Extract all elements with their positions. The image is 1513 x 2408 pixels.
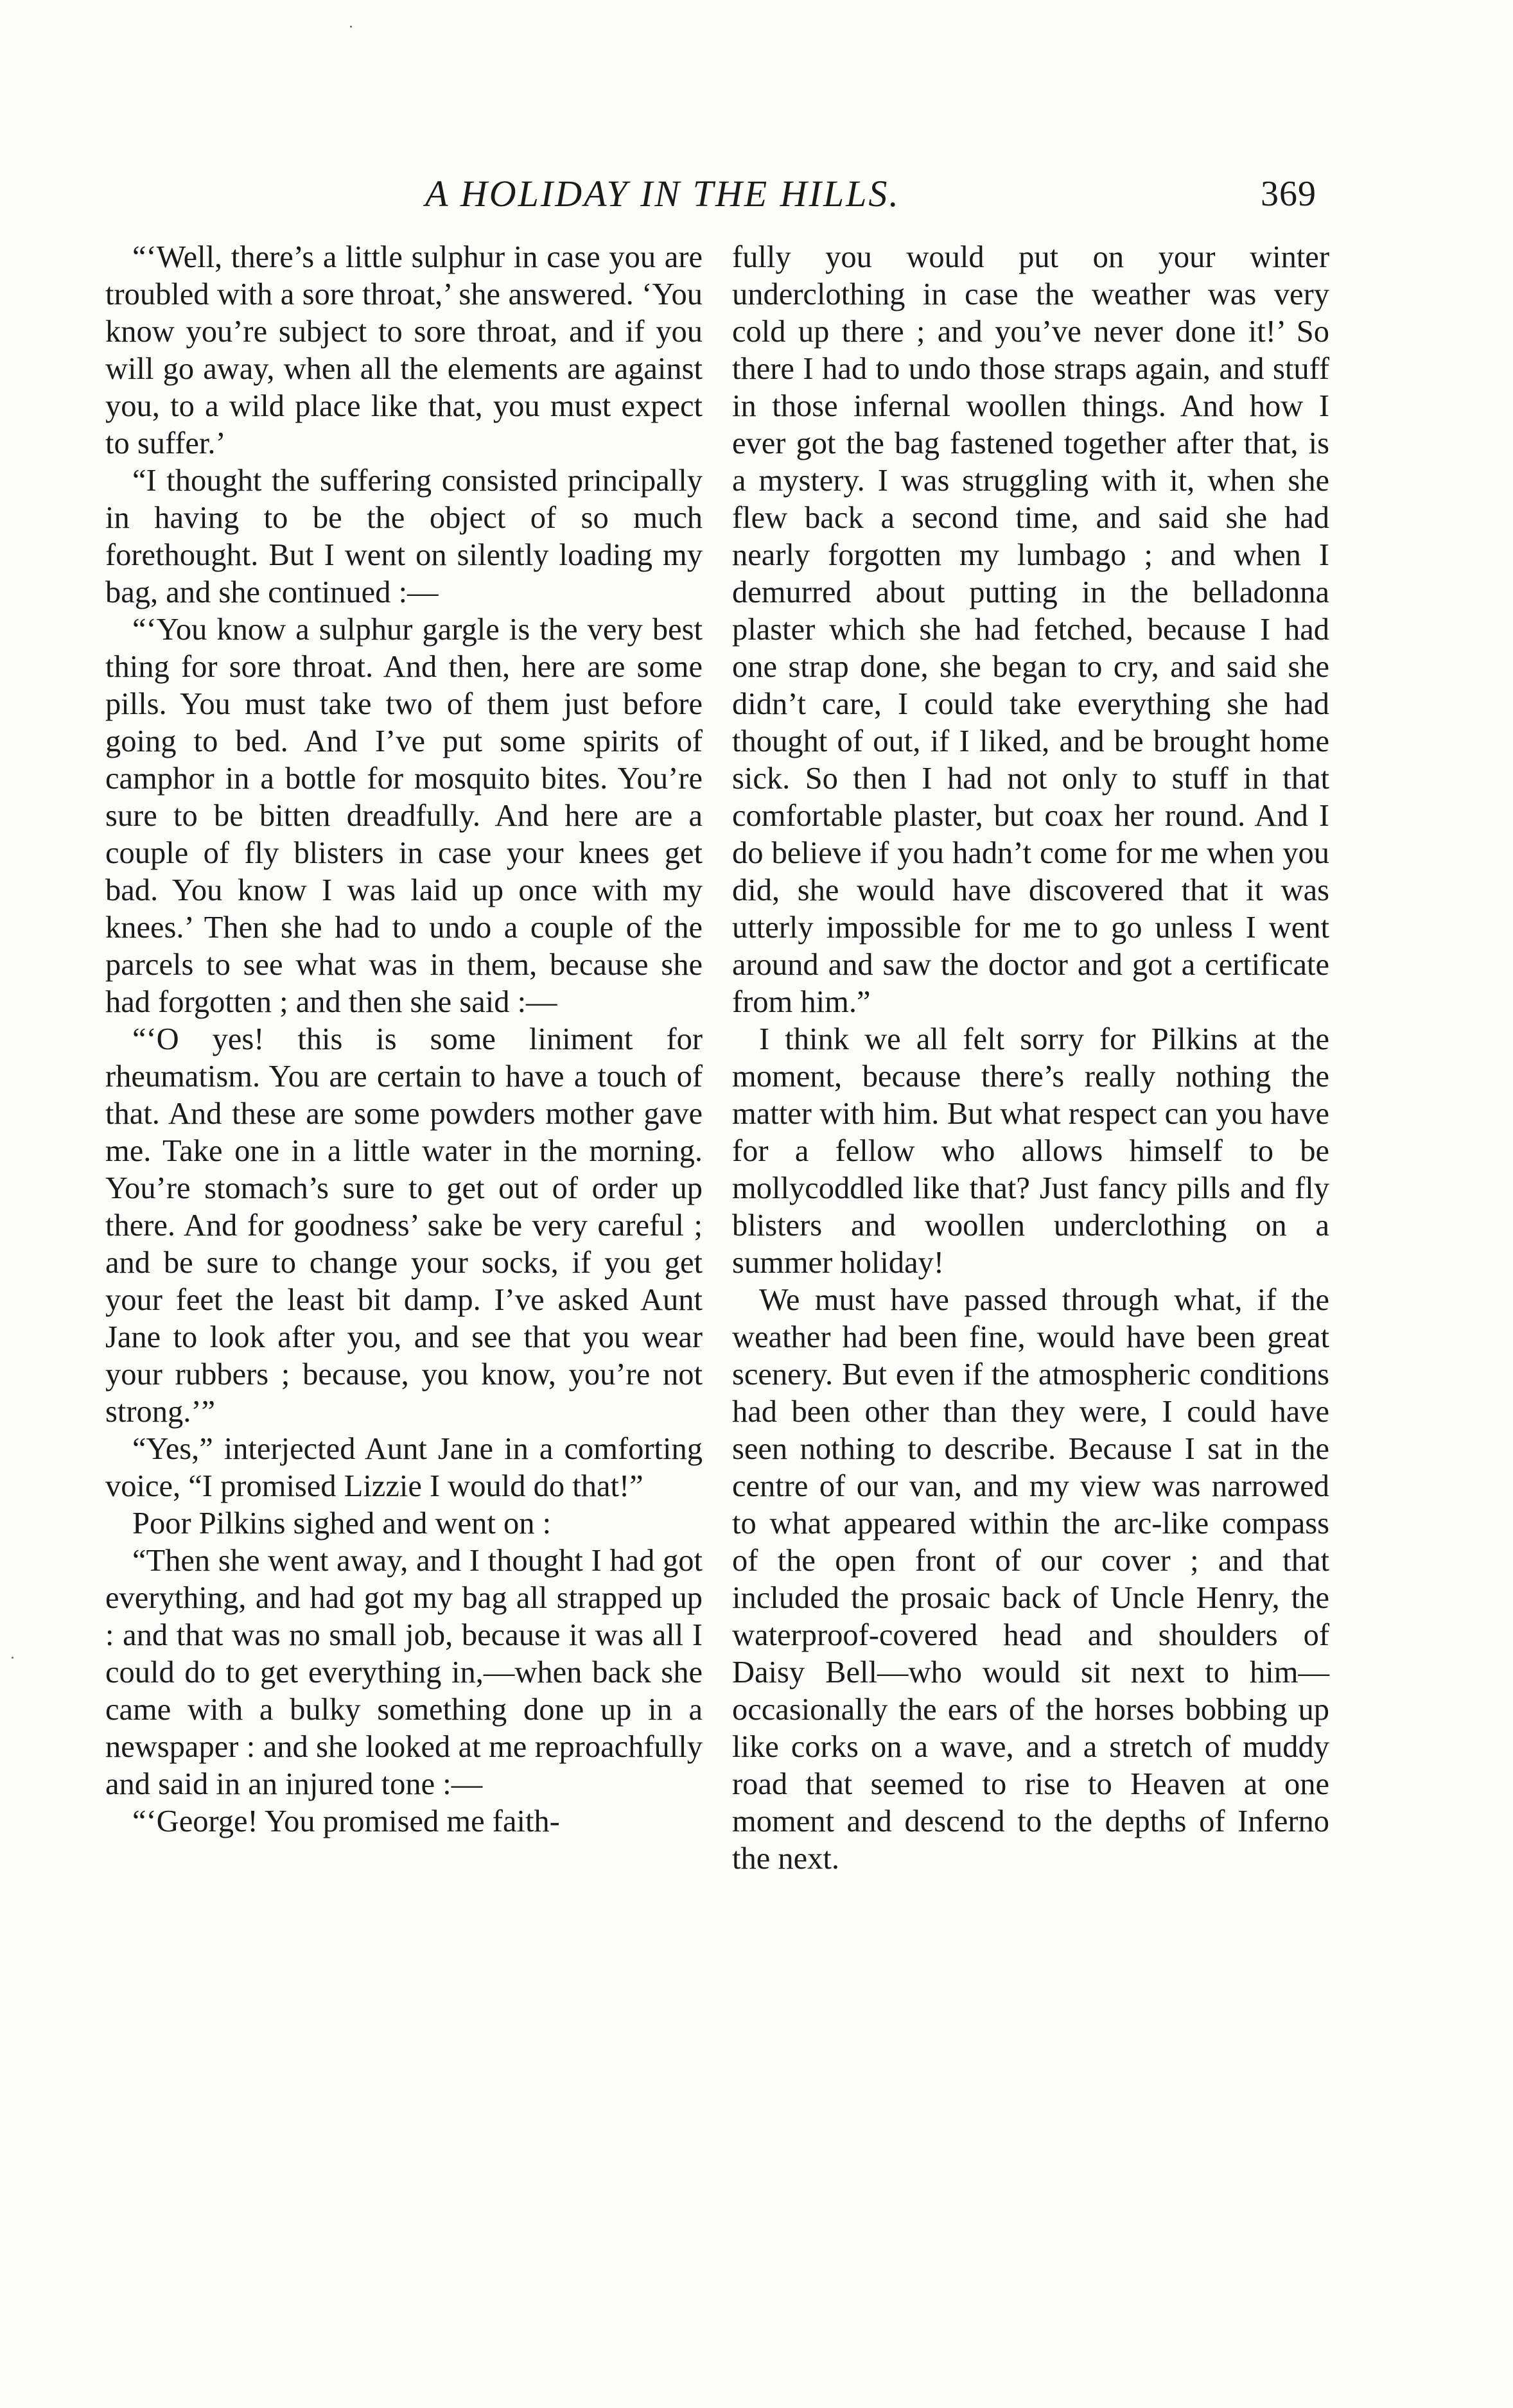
paragraph: “I thought the suffering consisted principally in having to be the object of so much forethought. But I went on silently loading my bag, and she continued :—	[105, 464, 703, 609]
left-column	[105, 239, 703, 1840]
paragraph: “‘O yes! this is some liniment for rheumatism. You are certain to have a touch of that. And these are some powders mother gave me. Take one in a little water in the morning. You’re stomach’s sure to get out of order up there. And for goodness’ sake be very careful ; and be sure to change your socks, if you get your feet the least bit damp. I’ve asked Aunt Jane to look after you, and see that you wear your rubbers ; because, you know, you’re not strong.’”	[105, 1022, 703, 1429]
running-head	[0, 168, 1513, 220]
paragraph: “‘George! You promised me faith-	[132, 1804, 560, 1838]
page-number: 369	[1261, 174, 1316, 214]
paper-speck	[12, 1657, 13, 1659]
paragraph-continued: fully you would put on your winter underclothing in case the weather was very cold up there ; and you’ve never done it!’ So there I had to undo those straps again, and stuff in those infernal woollen things. And how I ever got the bag fastened together after that, is a mystery. I was struggling with it, when she flew back a second time, and said she had nearly forgotten my lumbago ; and when I demurred about putting in the belladonna plaster which she had fetched, because I had one strap done, she began to cry, and said she didn’t care, I could take everything she had thought of out, if I liked, and be brought home sick. So then I had not only to stuff in that comfortable plaster, but coax her round. And I do believe if you hadn’t come for me when you did, she would have discovered that it was utterly impossible for me to go unless I went around and saw the doctor and got a certificate from him.”	[732, 240, 1329, 1019]
paper-speck	[350, 26, 352, 28]
running-head-title: A HOLIDAY IN THE HILLS.	[425, 173, 900, 214]
paragraph: “Yes,” interjected Aunt Jane in a comforting voice, “I promised Lizzie I would do that!”	[105, 1432, 703, 1503]
paragraph: I think we all felt sorry for Pilkins at the moment, because there’s really nothing the matter with him. But what respect can you have for a fellow who allows himself to be mollycoddled like that? Just fancy pills and fly blisters and woollen underclothing on a summer holiday!	[732, 1022, 1329, 1280]
paragraph: “‘Well, there’s a little sulphur in case you are troubled with a sore throat,’ she answered. ‘You know you’re subject to sore throat, and if you will go away, when all the elements are against you, to a wild place like that, you must expect to suffer.’	[105, 240, 703, 460]
paragraph: Poor Pilkins sighed and went on :	[132, 1506, 552, 1540]
right-column	[732, 239, 1329, 1878]
paragraph: “Then she went away, and I thought I had got everything, and had got my bag all strapped up : and that was no small job, because it was all I could do to get everything in,—when back she came with a bulky something done up in a newspaper : and she looked at me reproachfully and said in an injured tone :—	[105, 1544, 703, 1801]
paragraph: We must have passed through what, if the weather had been fine, would have been great scenery. But even if the atmospheric conditions had been other than they were, I could have seen nothing to describe. Because I sat in the centre of our van, and my view was narrowed to what appeared within the arc-like compass of the open front of our cover ; and that included the prosaic back of Uncle Henry, the waterproof-covered head and shoulders of Daisy Bell—who would sit next to him—occasionally the ears of the horses bobbing up like corks on a wave, and a stretch of muddy road that seemed to rise to Heaven at one moment and descend to the depths of Inferno the next.	[732, 1283, 1329, 1876]
paragraph: “‘You know a sulphur gargle is the very best thing for sore throat. And then, here are some pills. You must take two of them just before going to bed. And I’ve put some spirits of camphor in a bottle for mosquito bites. You’re sure to be bitten dreadfully. And here are a couple of fly blisters in case your knees get bad. You know I was laid up once with my knees.’ Then she had to undo a couple of the parcels to see what was in them, because she had forgotten ; and then she said :—	[105, 613, 703, 1019]
